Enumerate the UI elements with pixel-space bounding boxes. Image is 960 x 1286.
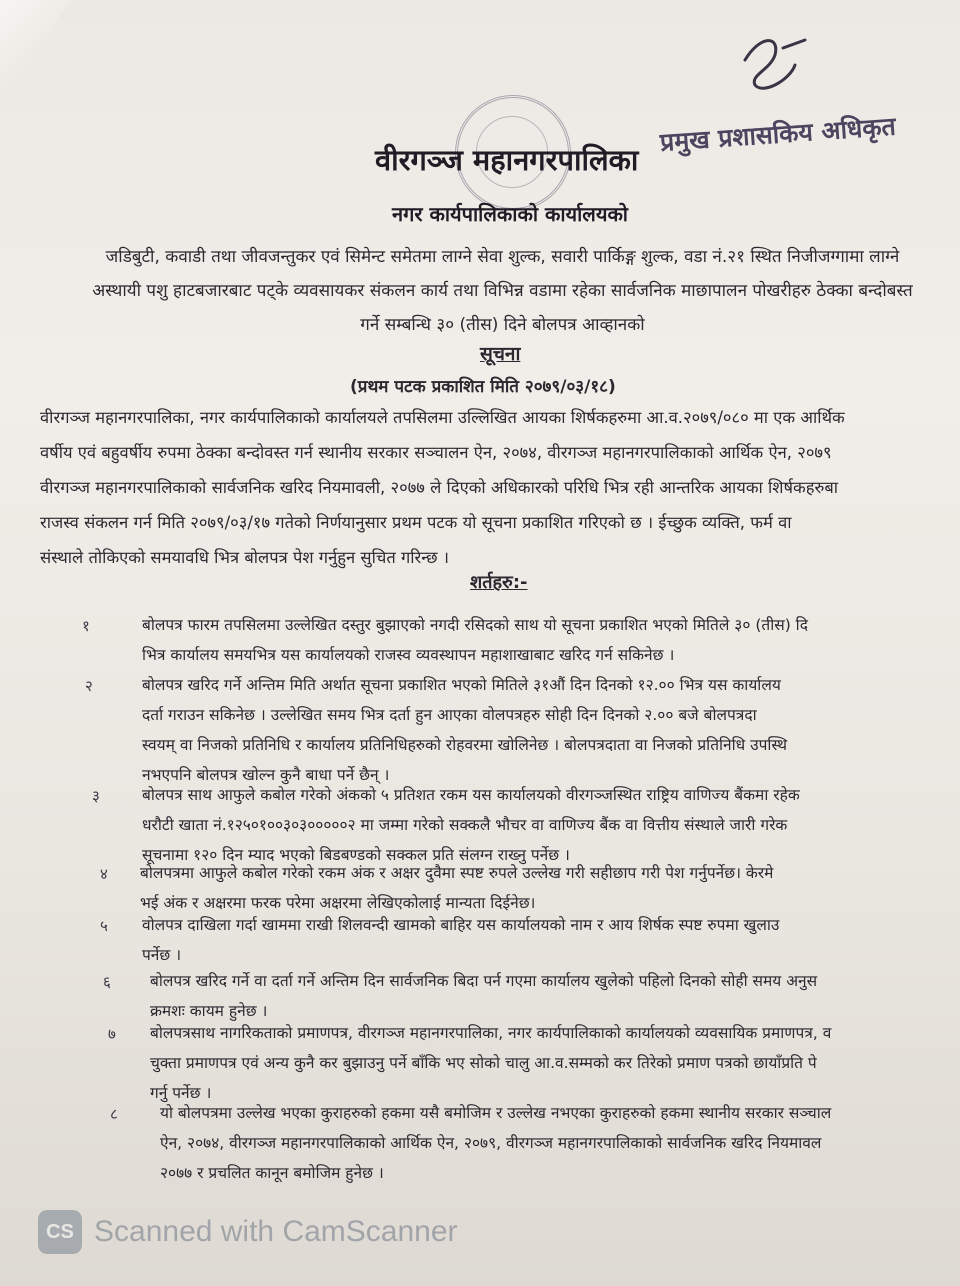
office-name: वीरगञ्ज महानगरपालिका (375, 143, 639, 177)
condition-text (142, 670, 954, 790)
camscanner-logo-icon: CS (38, 1210, 82, 1254)
condition-line: बोलपत्र खरिद गर्ने वा दर्ता गर्ने अन्तिम दिन सार्वजनिक बिदा पर्न गएमा कार्यालय खुलेको पहिलो दिनको सोही समय अनुस (150, 972, 818, 990)
condition-line: बोलपत्र साथ आफुले कबोल गरेको अंकको ५ प्रतिशत रकम यस कार्यालयको वीरगञ्जस्थित राष्ट्रिय वाणिज्य बैंकमा रहेक (142, 786, 800, 804)
intro-line: राजस्व संकलन गर्न मिति २०७९/०३/१७ गतेको निर्णयानुसार प्रथम पटक यो सूचना प्रकाशित गरिएको छ । ईच्छुक व्यक्ति, फर्म वा (40, 513, 792, 532)
watermark-text: Scanned with CamScanner (94, 1215, 458, 1248)
condition-line: यो बोलपत्रमा उल्लेख भएका कुराहरुको हकमा यसै बमोजिम र उल्लेख नभएका कुराहरुको हकमा स्थानीय सरकार सञ्चाल (160, 1104, 832, 1122)
publication-date: (प्रथम पटक प्रकाशित मिति २०७९/०३/१८) (350, 377, 616, 397)
condition-line: बोलपत्र फारम तपसिलमा उल्लेखित दस्तुर बुझाएको नगदी रसिदको साथ यो सूचना प्रकाशित भएको मितिले ३० (तीस) दि (142, 616, 808, 634)
condition-number: ५ (100, 917, 108, 935)
intro-line: संस्थाले तोकिएको समयावधि भित्र बोलपत्र पेश गर्नुहुन सुचित गरिन्छ । (40, 548, 450, 567)
condition-line: क्रमशः कायम हुनेछ । (150, 1002, 268, 1020)
condition-text (142, 610, 954, 670)
signature-icon (735, 30, 815, 100)
intro-line: वीरगञ्ज महानगरपालिका, नगर कार्यपालिकाको कार्यालयले तपसिलमा उल्लिखित आयका शिर्षकहरुमा आ.व.२०७९/०८० मा एक आर्थिक (40, 408, 845, 427)
notice-title: सूचना (480, 343, 521, 365)
condition-number: १ (82, 617, 90, 635)
condition-number: ३ (92, 787, 100, 805)
condition-line: पर्नेछ । (142, 946, 182, 964)
condition-line: गर्नु पर्नेछ । (150, 1084, 212, 1102)
condition-text (140, 858, 954, 918)
condition-line: बोलपत्र खरिद गर्ने अन्तिम मिति अर्थात सूचना प्रकाशित भएको मितिले ३१औं दिन दिनको १२.०० भित्र यस कार्यालय (142, 676, 781, 694)
condition-line: बोलपत्रसाथ नागरिकताको प्रमाणपत्र, वीरगञ्ज महानगरपालिका, नगर कार्यपालिकाको कार्यालयको व्यवसायिक प्रमाणपत्र, व (150, 1024, 832, 1042)
condition-number: ८ (110, 1105, 118, 1123)
condition-line: स्वयम् वा निजको प्रतिनिधि र कार्यालय प्रतिनिधिहरुको रोहवरमा खोलिनेछ । बोलपत्रदाता वा निजको प्रतिनिधि उपस्थि (142, 736, 788, 754)
condition-text (150, 966, 954, 1026)
condition-number: ४ (100, 865, 108, 883)
conditions-title: शर्तहरु:- (470, 572, 528, 593)
condition-line: भित्र कार्यालय समयभित्र यस कार्यालयको राजस्व व्यवस्थापन महाशाखाबाट खरिद गर्न सकिनेछ । (142, 646, 675, 664)
condition-line: वोलपत्र दाखिला गर्दा खाममा राखी शिलवन्दी खामको बाहिर यस कार्यालयको नाम र आय शिर्षक स्पष्ट रुपमा खुलाउ (142, 916, 780, 934)
subject-line: अस्थायी पशु हाटबजारबाट पट्के व्यवसायकर संकलन कार्य तथा विभिन्न वडामा रहेका सार्वजनिक माछापालन पोखरीहरु ठेक्का बन्दोबस्त (92, 281, 913, 301)
intro-paragraph (40, 400, 960, 575)
condition-line: नभएपनि बोलपत्र खोल्न कुनै बाधा पर्ने छैन् । (142, 766, 390, 784)
subject-line: गर्ने सम्बन्धि ३० (तीस) दिने बोलपत्र आव्हानको (360, 315, 645, 335)
camscanner-watermark (38, 1210, 458, 1254)
condition-text (142, 910, 954, 970)
intro-line: वीरगञ्ज महानगरपालिकाको सार्वजनिक खरिद नियमावली, २०७७ ले दिएको अधिकारको परिधि भित्र रही आन्तरिक आयका शिर्षकहरुबा (40, 478, 839, 497)
condition-line: बोलपत्रमा आफुले कबोल गरेको रकम अंक र अक्षर दुवैमा स्पष्ट रुपले उल्लेख गरी सहीछाप गरी पेश गर्नुपर्नेछ। केरमे (140, 864, 774, 882)
condition-text (150, 1018, 954, 1108)
cao-stamp: प्रमुख प्रशासकिय अधिकृत (659, 111, 897, 157)
condition-line: २०७७ र प्रचलित कानून बमोजिम हुनेछ । (160, 1164, 384, 1182)
condition-text (160, 1098, 954, 1188)
condition-line: ऐन, २०७४, वीरगञ्ज महानगरपालिकाको आर्थिक ऐन, २०७९, वीरगञ्ज महानगरपालिकाको सार्वजनिक खरिद नियमावल (160, 1134, 822, 1152)
notice-subject (30, 240, 960, 342)
subject-line: जडिबुटी, कवाडी तथा जीवजन्तुकर एवं सिमेन्ट समेतमा लाग्ने सेवा शुल्क, सवारी पार्किङ्ग शुल्क, वडा नं.२१ स्थित निजीजग्गामा लाग्ने (105, 247, 900, 267)
condition-line: धरौटी खाता नं.१२५०१००३०३०००००२ मा जम्मा गरेको सक्कलै भौचर वा वाणिज्य बैंक वा वित्तीय संस्थाले जारी गरेक (142, 816, 788, 834)
office-subtitle: नगर कार्यपालिकाको कार्यालयको (392, 202, 628, 226)
condition-number: ७ (108, 1025, 116, 1043)
condition-text (142, 780, 954, 870)
intro-line: वर्षीय एवं बहुवर्षीय रुपमा ठेक्का बन्दोवस्त गर्न स्थानीय सरकार सञ्चालन ऐन, २०७४, वीरगञ्ज महानगरपालिकाको आर्थिक ऐन, २०७९ (40, 443, 832, 462)
condition-line: चुक्ता प्रमाणपत्र एवं अन्य कुनै कर बुझाउनु पर्ने बाँकि भए सोको चालु आ.व.सम्मको कर तिरेको प्रमाण पत्रको छायाँप्रति पे (150, 1054, 817, 1072)
condition-number: २ (85, 677, 93, 695)
condition-line: सूचनामा १२० दिन म्याद भएको बिडबण्डको सक्कल प्रति संलग्न राख्नु पर्नेछ । (142, 846, 570, 864)
condition-line: भई अंक र अक्षरमा फरक परेमा अक्षरमा लेखिएकोलाई मान्यता दिईनेछ। (140, 894, 536, 912)
paper-fold (0, 0, 70, 110)
condition-number: ६ (103, 973, 111, 991)
condition-line: दर्ता गराउन सकिनेछ । उल्लेखित समय भित्र दर्ता हुन आएका वोलपत्रहरु सोही दिन दिनको २.०० बजे बोलपत्रदा (142, 706, 757, 724)
